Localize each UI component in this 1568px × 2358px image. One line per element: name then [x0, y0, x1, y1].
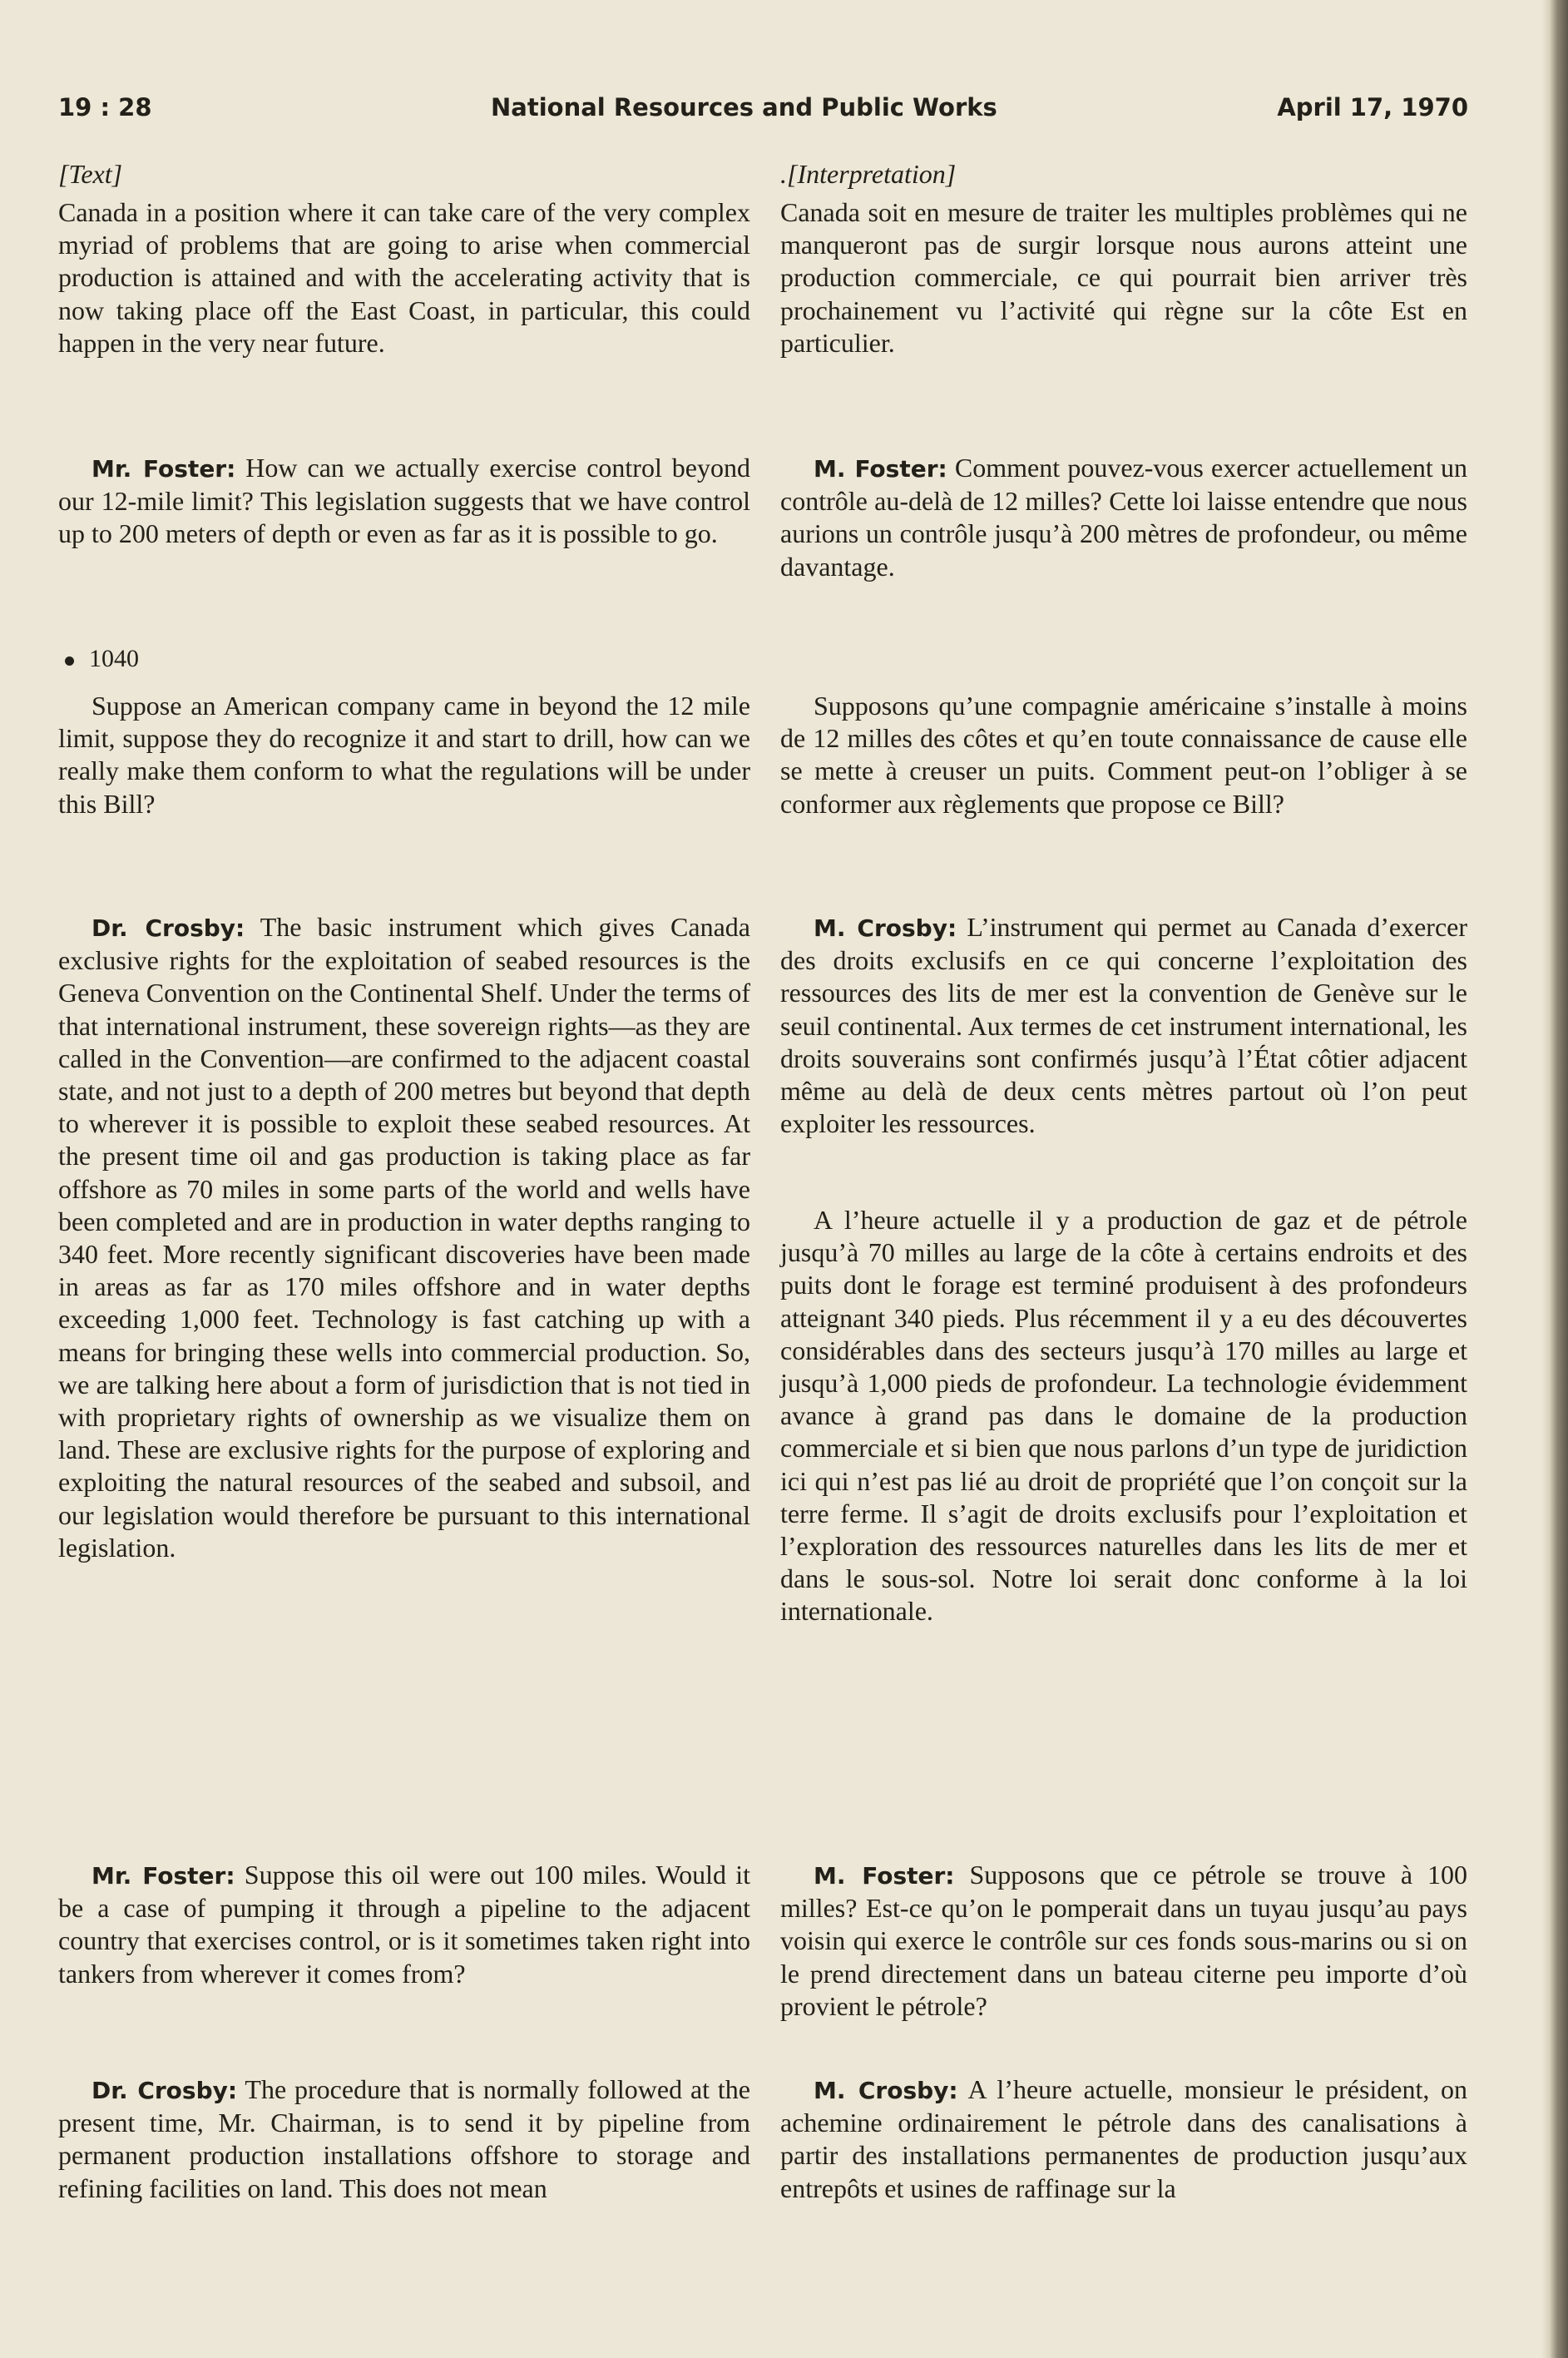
speaker-crosby-fr: M. Crosby: — [814, 2077, 958, 2104]
speaker-foster: Mr. Foster: — [92, 1862, 235, 1890]
en-paragraph-3: Suppose an American company came in beyond the 12 mile limit, suppose they do recognize it and start to drill, how can we really make them conform to what the regulations will be under this Bill? — [58, 691, 750, 819]
fr-paragraph-6-text: A l’heure actuelle, monsieur le président, on achemine ordinairement le pétrole dans des canalisations à partir des installations permanentes de production jusqu’aux entrepôts et usines de raffinage sur la — [780, 2074, 1468, 2203]
session-date: April 17, 1970 — [1277, 93, 1468, 121]
en-paragraph-1: Canada in a position where it can take care of the very complex myriad of problems that are going to arise when commercial production is attained and with the accelerating activity that is now taking place off the East Coast, in particular, this could happen in the very near future. — [58, 197, 750, 358]
page-number: 19 : 28 — [58, 93, 152, 121]
fr-paragraph-6 — [780, 2073, 1467, 2205]
interpretation-label: .[Interpretation] — [780, 159, 957, 189]
fr-paragraph-1: Canada soit en mesure de traiter les multiples problèmes qui ne manqueront pas de surgir lorsque nous aurons atteint une production commerciale, ce qui pourrait bien arriver très prochainement vu l’activité qui règne sur la côte Est en particulier. — [780, 197, 1467, 358]
en-paragraph-6 — [58, 2073, 750, 2205]
fr-paragraph-3: Supposons qu’une compagnie américaine s’installe à moins de 12 milles des côtes et qu’en toute connaissance de cause elle se mette à creuser un puits. Comment peut-on l’obliger à se conformer aux règlements que propose ce Bill? — [780, 691, 1467, 819]
time-marker — [58, 642, 750, 676]
en-paragraph-5 — [58, 1859, 750, 1990]
en-paragraph-2 — [58, 452, 750, 551]
fr-paragraph-2-text: Comment pouvez-vous exercer actuellement un contrôle au-delà de 12 milles? Cette loi laisse entendre que nous aurions un contrôle jusqu’à 200 mètres de profondeur, ou même davantage. — [780, 453, 1468, 582]
en-paragraph-5-text: Suppose this oil were out 100 miles. Would it be a case of pumping it through a pipeline to the adjacent country that exercises control, or is it sometimes taken right into tankers from wherever it comes from? — [58, 1860, 751, 1989]
en-paragraph-2-text: How can we actually exercise control beyond our 12-mile limit? This legislation suggests that we have control up to 200 meters of depth or even as far as it is possible to go. — [58, 453, 751, 549]
fr-paragraph-5-text: Supposons que ce pétrole se trouve à 100 milles? Est-ce qu’on le pomperait dans un tuyau jusqu’au pays voisin qui exerce le contrôle sur ces fonds sous-marins ou si on le prend directement dans un bateau citerne peu importe d’où provient le pétrole? — [780, 1860, 1468, 2021]
fr-paragraph-4 — [780, 911, 1467, 1140]
speaker-foster-fr: M. Foster: — [814, 455, 947, 483]
speaker-crosby: Dr. Crosby: — [92, 914, 245, 942]
en-paragraph-4-text: The basic instrument which gives Canada exclusive rights for the exploitation of seabed resources is the Geneva Convention on the Continental Shelf. Under the terms of that international instrument, these sovereign rights—as they are called in the Convention—are confirmed to the adjacent coastal state, and not just to a depth of 200 metres but beyond that depth to wherever it is possible to exploit these seabed resources. At the present time oil and gas production is taking place as far offshore as 70 miles in some parts of the world and wells have been completed and are in production in water depths ranging to 340 feet. More recently significant discoveries have been made in areas as far as 170 miles offshore and in water depths exceeding 1,000 feet. Technology is fast catching up with a means for bringing these wells into commercial production. So, we are talking here about a form of jurisdiction that is not tied in with proprietary rights of ownership as we visualize them on land. These are exclusive rights for the purpose of exploring and exploiting the natural resources of the seabed and subsoil, and our legislation would therefore be pursuant to this international legislation. — [58, 912, 751, 1563]
speaker-crosby-fr: M. Crosby: — [814, 914, 957, 942]
page-binding-shadow — [1541, 0, 1568, 2358]
fr-paragraph-5 — [780, 1859, 1467, 2023]
speaker-crosby: Dr. Crosby: — [92, 2077, 238, 2104]
time-marker-text: 1040 — [89, 645, 139, 672]
speaker-foster-fr: M. Foster: — [814, 1862, 955, 1890]
en-paragraph-4 — [58, 911, 750, 1564]
fr-paragraph-4-text: L’instrument qui permet au Canada d’exercer des droits exclusifs en ce qui concerne l’exploitation des ressources des lits de mer est la convention de Genève sur le seuil continental. Aux termes de cet instrument international, les droits souverains sont confirmés jusqu’à l’État côtier adjacent même au delà de deux cents mètres partout où l’on peut exploiter les ressources. — [780, 912, 1468, 1139]
en-paragraph-6-text: The procedure that is normally followed at the present time, Mr. Chairman, is to send it by pipeline from permanent production installations offshore to storage and refining facilities on land. This does not mean — [58, 2074, 751, 2203]
text-label: [Text] — [58, 159, 123, 189]
page-header — [58, 93, 1468, 126]
speaker-foster: Mr. Foster: — [92, 455, 236, 483]
publication-title: National Resources and Public Works — [491, 93, 997, 121]
fr-paragraph-4b: A l’heure actuelle il y a production de gaz et de pétrole jusqu’à 70 milles au large de la côte à certains endroits et des puits dont le forage est terminé produisent à des profondeurs atteignant 340 pieds. Plus récemment il y a eu des découvertes considérables dans des secteurs jusqu’à 170 milles au large et jusqu’à 1,000 pieds de profondeur. La technologie évidemment avance à grand pas dans le domaine de la production commerciale et si bien que nous parlons d’un type de juridiction ici qui n’est pas lié au droit de propriété que l’on conçoit sur la terre ferme. Il s’agit de droits exclusifs pour l’exploitation et l’exploration des ressources naturelles dans les lits de mer et dans le sous-sol. Notre loi serait donc conforme à la loi internationale. — [780, 1205, 1467, 1627]
fr-paragraph-2 — [780, 452, 1467, 583]
bullet-icon — [65, 656, 74, 666]
